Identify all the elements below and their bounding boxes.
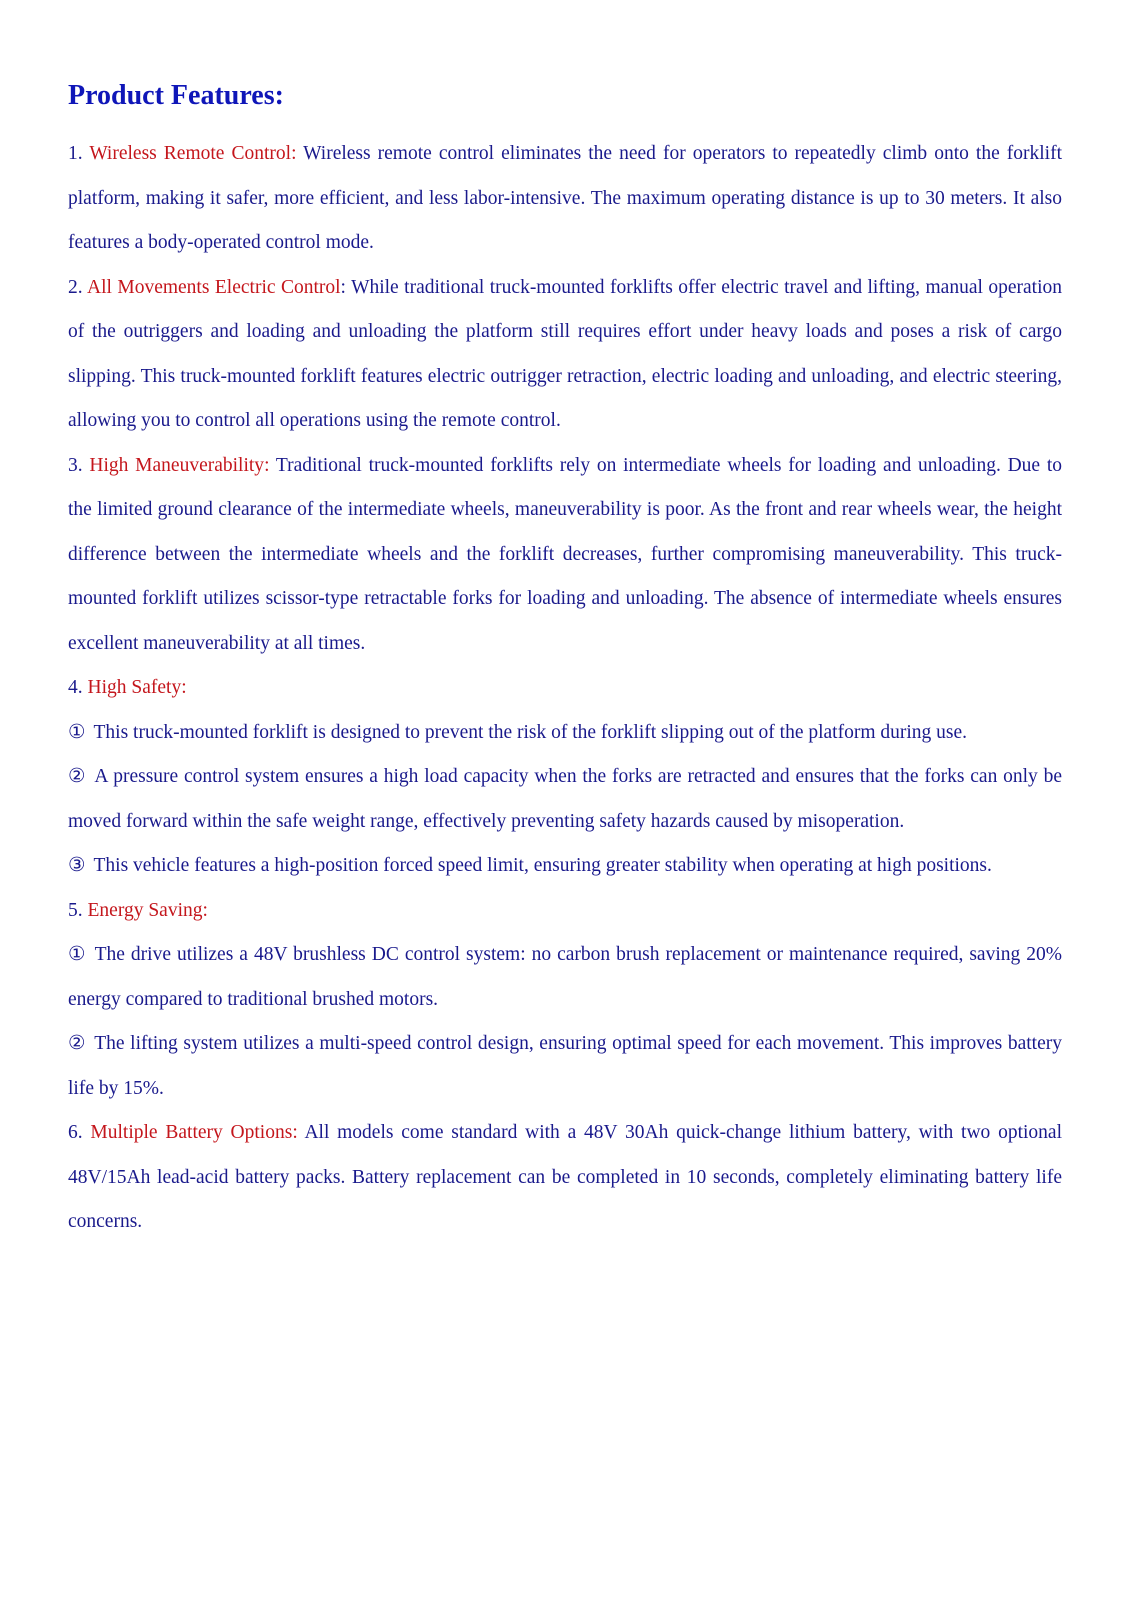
feature-paragraph-4 — [68, 666, 1062, 711]
feature-paragraph-5 — [68, 889, 1062, 934]
feature-heading: Wireless Remote Control — [89, 143, 292, 164]
feature-paragraph-3 — [68, 444, 1062, 667]
item-marker: ① — [68, 944, 87, 965]
feature-colon: : — [292, 1122, 298, 1143]
item-marker: ② — [68, 766, 87, 787]
feature-colon: : — [181, 677, 187, 698]
feature-number: 2. — [68, 276, 87, 298]
feature-number: 1. — [68, 143, 90, 164]
item-marker: ② — [68, 1033, 87, 1054]
feature-paragraph-6 — [68, 1111, 1062, 1245]
feature-5-item-1 — [68, 933, 1062, 1022]
feature-colon: : — [264, 454, 270, 476]
feature-colon: : — [340, 276, 346, 298]
feature-4-item-2 — [68, 755, 1062, 844]
feature-5-item-2 — [68, 1022, 1062, 1111]
feature-number: 5. — [68, 899, 88, 921]
item-text: This vehicle features a high-position forced speed limit, ensuring greater stability when operating at high positions. — [93, 855, 992, 876]
item-marker: ① — [68, 721, 86, 743]
feature-text: All models come standard with a 48V 30Ah quick-change lithium battery, with two optional 48V/15Ah lead-acid battery packs. Battery replacement can be completed in 10 seconds, completely eliminating battery life concerns. — [68, 1122, 1062, 1232]
feature-number: 3. — [68, 454, 90, 476]
feature-4-item-1 — [68, 711, 1062, 756]
feature-colon: : — [202, 899, 208, 921]
feature-heading: Energy Saving — [87, 899, 203, 921]
feature-text: While traditional truck-mounted forklifts offer electric travel and lifting, manual operation of the outriggers and loading and unloading the platform still requires effort under heavy loads and poses a risk of cargo slipping. This truck-mounted forklift features electric outrigger retraction, electric loading and unloading, and electric steering, allowing you to control all operations using the remote control. — [68, 276, 1062, 431]
feature-number: 6. — [68, 1122, 91, 1143]
page-title: Product Features: — [68, 80, 284, 111]
feature-number: 4. — [68, 677, 88, 698]
item-text: This truck-mounted forklift is designed to prevent the risk of the forklift slipping out of the platform during use. — [93, 721, 968, 743]
feature-4-item-3 — [68, 844, 1062, 889]
feature-colon: : — [291, 143, 297, 164]
item-marker: ③ — [68, 855, 86, 876]
feature-heading: High Safety — [87, 677, 182, 698]
feature-paragraph-2 — [68, 266, 1062, 444]
feature-heading: All Movements Electric Control — [87, 276, 341, 298]
item-text: The lifting system utilizes a multi-speed control design, ensuring optimal speed for each movement. This improves battery life by 15%. — [68, 1033, 1062, 1099]
document-page — [68, 74, 1062, 1245]
feature-text: Traditional truck-mounted forklifts rely on intermediate wheels for loading and unloading. Due to the limited ground clearance of the intermediate wheels, maneuverability is poor. As the front and rear wheels wear, the height difference between the intermediate wheels and the forklift decreases, further compromising maneuverability. This truck-mounted forklift utilizes scissor-type retractable forks for loading and unloading. The absence of intermediate wheels ensures excellent maneuverability at all times. — [68, 454, 1063, 654]
feature-paragraph-1 — [68, 132, 1062, 266]
item-text: The drive utilizes a 48V brushless DC control system: no carbon brush replacement or maintenance required, saving 20% energy compared to traditional brushed motors. — [68, 944, 1062, 1010]
feature-text: Wireless remote control eliminates the need for operators to repeatedly climb onto the forklift platform, making it safer, more efficient, and less labor-intensive. The maximum operating distance is up to 30 meters. It also features a body-operated control mode. — [68, 143, 1062, 253]
item-text: A pressure control system ensures a high load capacity when the forks are retracted and ensures that the forks can only be moved forward within the safe weight range, effectively preventing safety hazards caused by misoperation. — [68, 766, 1063, 832]
feature-heading: Multiple Battery Options — [90, 1122, 293, 1143]
feature-heading: High Maneuverability — [89, 454, 265, 476]
